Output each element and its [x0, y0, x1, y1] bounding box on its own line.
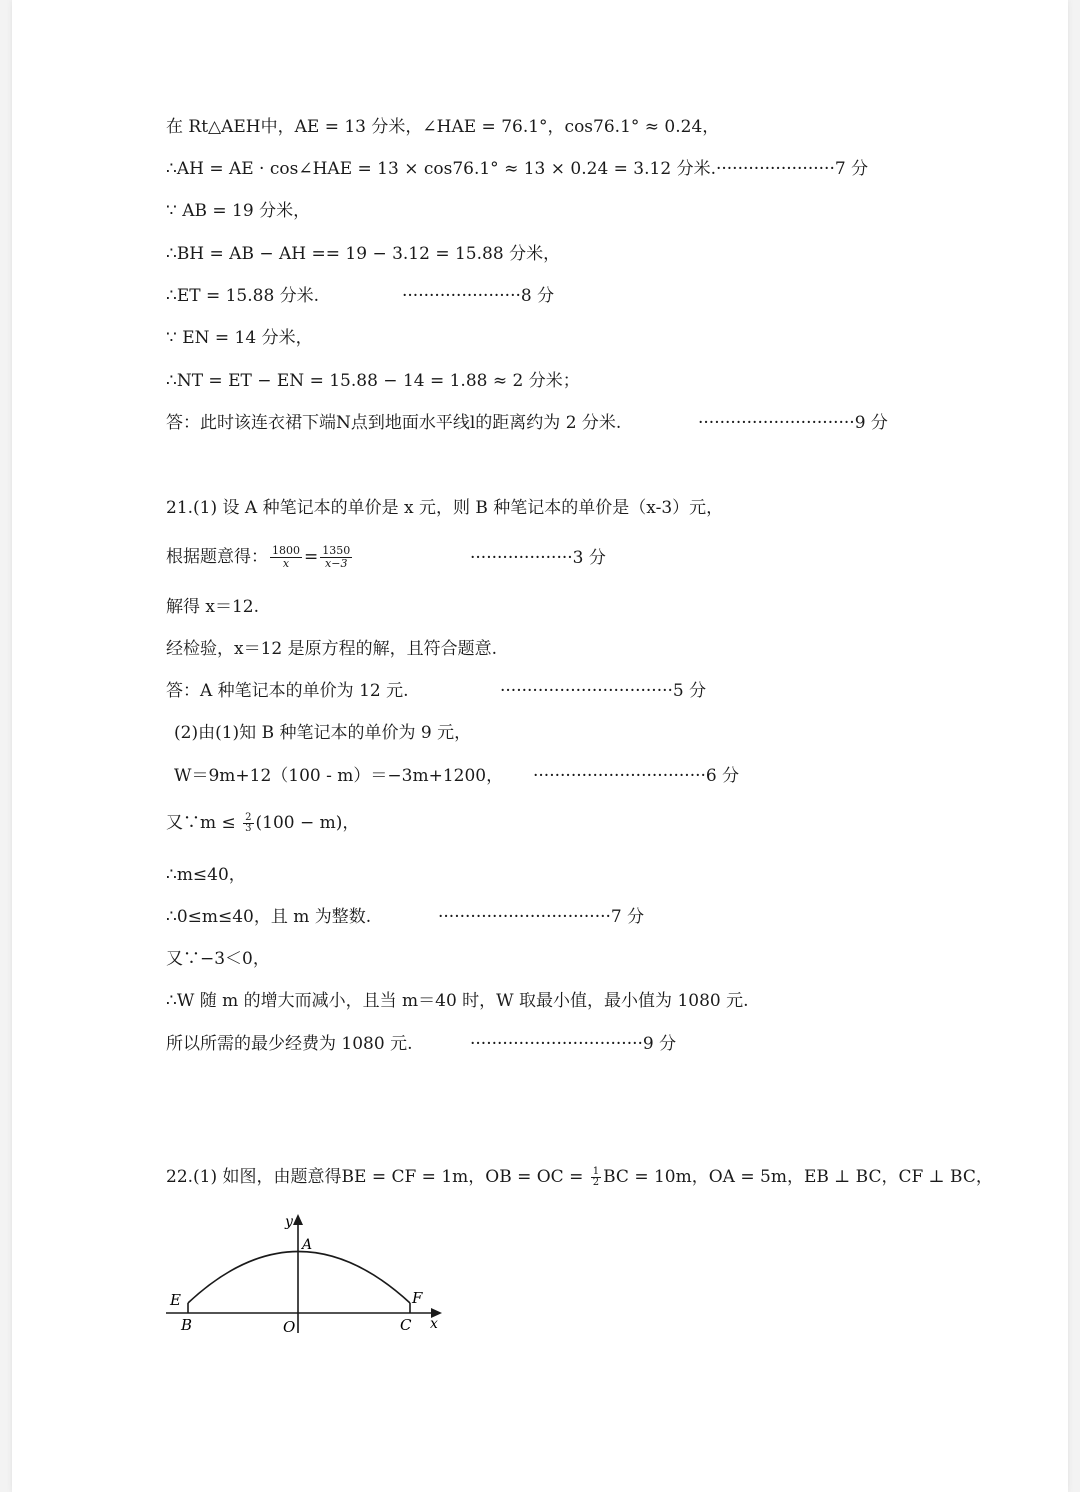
- label-y: y: [285, 1214, 293, 1230]
- q21-inequality-prefix: 又∵m ≤: [166, 813, 242, 833]
- numerator-1: 1: [592, 1166, 600, 1177]
- q21-negative: 又∵−3＜0，: [166, 949, 270, 969]
- label-f: F: [412, 1289, 423, 1307]
- fraction-1-2: [591, 1167, 601, 1188]
- q21-intro: 21.(1) 设 A 种笔记本的单价是 x 元，则 B 种笔记本的单价是（x-3）元，: [166, 498, 724, 518]
- line-nt: ∴NT = ET − EN = 15.88 − 14 = 1.88 ≈ 2 分米；: [166, 371, 580, 391]
- y-axis-arrow: [293, 1214, 303, 1225]
- label-a: A: [302, 1237, 313, 1253]
- q21-solve: 解得 x＝12.: [166, 597, 260, 617]
- numerator-1350: 1350: [322, 544, 351, 557]
- line-answer-20: 答：此时该连衣裙下端N点到地面水平线l的距离约为 2 分米.: [166, 413, 622, 433]
- line-ah-text: ∴AH = AE · cos∠HAE = 13 × cos76.1° ≈ 13 × 0.24 = 3.12 分米.: [166, 159, 716, 179]
- q21-m-range: ∴0≤m≤40，且 m 为整数.: [166, 907, 372, 927]
- line-ab: ∵ AB = 19 分米，: [166, 201, 311, 221]
- q22-intro-prefix: 22.(1) 如图，由题意得BE = CF = 1m，OB = OC =: [166, 1167, 589, 1187]
- parabola-figure: [160, 1208, 460, 1348]
- q21-conclusion: 所以所需的最少经费为 1080 元.: [166, 1034, 413, 1054]
- q21-part2: (2)由(1)知 B 种笔记本的单价为 9 元，: [174, 723, 472, 743]
- line-ah: [166, 158, 868, 180]
- label-e: E: [170, 1291, 181, 1309]
- label-o: O: [283, 1318, 296, 1336]
- score-7b: ································7 分: [438, 907, 645, 927]
- label-c: C: [400, 1316, 412, 1334]
- q21-decreasing: ∴W 随 m 的增大而减小，且当 m＝40 时，W 取最小值，最小值为 1080 元.: [166, 991, 749, 1011]
- numerator-1800: 1800: [272, 544, 300, 557]
- q21-answer-a: 答：A 种笔记本的单价为 12 元.: [166, 681, 409, 701]
- q21-m-le-40: ∴m≤40，: [166, 865, 246, 885]
- numerator-2: 2: [245, 812, 252, 823]
- denominator-2: 2: [592, 1177, 600, 1188]
- equals-sign: =: [304, 547, 319, 567]
- q21-inequality: [166, 808, 359, 838]
- label-x: x: [430, 1316, 438, 1332]
- parabola-arc: [188, 1252, 410, 1304]
- score-9b: ································9 分: [470, 1034, 677, 1054]
- q21-inequality-suffix: (100 − m)，: [255, 813, 360, 833]
- denominator-3: 3: [245, 823, 252, 834]
- q22-intro-suffix: BC = 10m，OA = 5m，EB ⊥ BC，CF ⊥ BC，: [603, 1167, 993, 1187]
- fraction-1350-x3: [320, 545, 352, 570]
- q21-equation: [166, 540, 354, 574]
- fraction-1800-x: [270, 545, 302, 570]
- denominator-x: x: [282, 557, 290, 570]
- score-3: ···················3 分: [470, 548, 606, 568]
- score-6: ································6 分: [533, 766, 740, 786]
- score-5: ································5 分: [500, 681, 707, 701]
- score-8: ······················8 分: [402, 286, 555, 306]
- line-bh: ∴BH = AB − AH == 19 − 3.12 = 15.88 分米，: [166, 244, 561, 264]
- denominator-x-3: x−3: [325, 557, 348, 570]
- q21-equation-prefix: 根据题意得：: [166, 547, 268, 567]
- fraction-2-3: [243, 813, 253, 834]
- score-7: ······················7 分: [715, 159, 869, 179]
- line-et: ∴ET = 15.88 分米.: [166, 286, 320, 306]
- q22-intro: [166, 1162, 993, 1192]
- q21-w-expression: W＝9m+12（100 - m）＝−3m+1200，: [174, 766, 504, 786]
- line-en: ∵ EN = 14 分米，: [166, 328, 313, 348]
- label-b: B: [181, 1316, 193, 1334]
- line-rt-triangle: 在 Rt△AEH中，AE = 13 分米，∠HAE = 76.1°，cos76.1° ≈ 0.24，: [166, 117, 720, 137]
- score-9: ·····························9 分: [698, 413, 888, 433]
- q21-check: 经检验，x＝12 是原方程的解，且符合题意.: [166, 639, 498, 659]
